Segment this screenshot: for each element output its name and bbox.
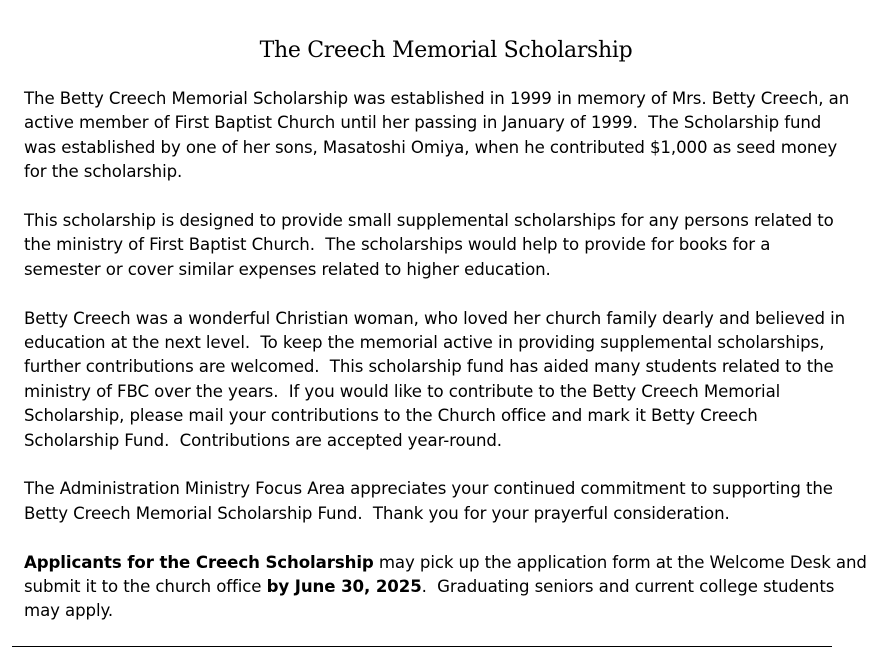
text-run: may pick up the application form at the Welcome Desk and (373, 552, 867, 572)
text-line: semester or cover similar expenses related to higher education. (24, 259, 551, 279)
text-line: Betty Creech was a wonderful Christian woman, who loved her church family dearly and believed in (24, 308, 846, 328)
text-line: This scholarship is designed to provide small supplemental scholarships for any persons related to (24, 211, 834, 231)
text-line: Betty Creech Memorial Scholarship Fund. Thank you for your prayerful consideration. (24, 503, 730, 523)
deadline-date: by June 30, 2025 (266, 577, 422, 597)
paragraph-purpose (24, 209, 869, 282)
text-line: may apply. (24, 601, 114, 621)
text-line (24, 551, 869, 575)
paragraph-applicants (24, 551, 869, 624)
text-line: the ministry of First Baptist Church. The scholarships would help to provide for books for a (24, 235, 771, 255)
document-title: The Creech Memorial Scholarship (259, 38, 633, 63)
text-run: submit it to the church office (24, 577, 267, 597)
paragraph-history (24, 87, 869, 185)
paragraph-appreciation (24, 477, 869, 526)
document-body (24, 87, 869, 648)
text-line: The Administration Ministry Focus Area appreciates your continued commitment to supporting the (24, 479, 833, 499)
bottom-divider (12, 646, 832, 647)
paragraph-contributions (24, 307, 869, 453)
applicants-heading: Applicants for the Creech Scholarship (24, 552, 374, 572)
text-line: education at the next level. To keep the memorial active in providing supplemental scholarships, (24, 333, 825, 353)
text-line: for the scholarship. (24, 162, 183, 182)
text-line: was established by one of her sons, Masatoshi Omiya, when he contributed $1,000 as seed money (24, 137, 838, 157)
text-line: Scholarship, please mail your contributions to the Church office and mark it Betty Creech (24, 406, 758, 426)
text-line: Scholarship Fund. Contributions are accepted year-round. (24, 430, 502, 450)
text-line (24, 575, 869, 599)
text-run: . Graduating seniors and current college students (421, 577, 835, 597)
text-line: ministry of FBC over the years. If you would like to contribute to the Betty Creech Memorial (24, 381, 781, 401)
text-line: The Betty Creech Memorial Scholarship was established in 1999 in memory of Mrs. Betty Creech, an (24, 89, 850, 108)
text-line: active member of First Baptist Church until her passing in January of 1999. The Scholarship fund (24, 113, 822, 133)
text-line: further contributions are welcomed. This scholarship fund has aided many students related to the (24, 357, 834, 377)
